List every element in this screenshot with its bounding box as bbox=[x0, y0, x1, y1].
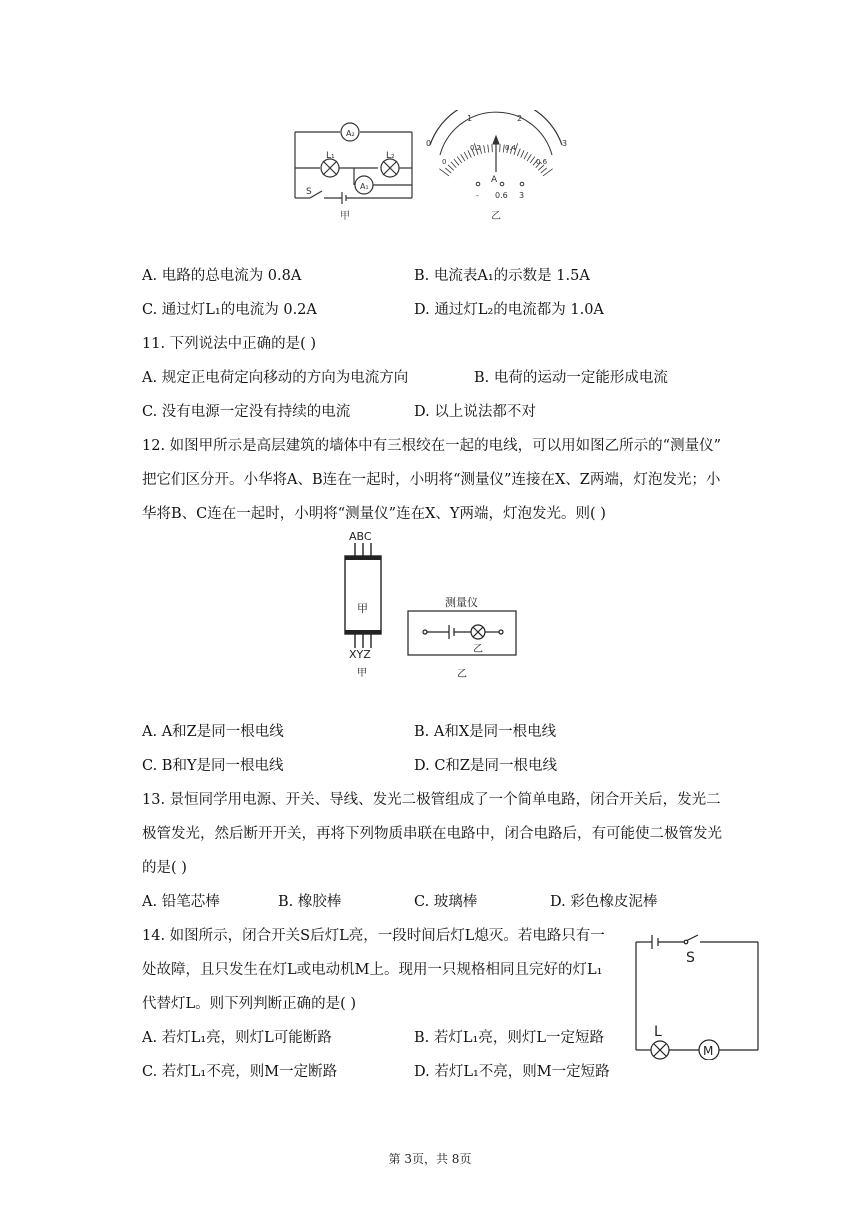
q13-option-b[interactable]: B. 橡胶棒 bbox=[278, 894, 342, 910]
q14-stem-line-3: 代替灯L。则下列判断正确的是( ) bbox=[142, 996, 357, 1012]
page-footer: 第 3页，共 8页 bbox=[388, 1152, 472, 1166]
dial-tick bbox=[461, 154, 465, 161]
jia-label: 甲 bbox=[340, 211, 350, 222]
q11-option-c[interactable]: C. 没有电源一定没有持续的电流 bbox=[142, 404, 351, 420]
q12-option-d[interactable]: D. C和Z是同一根电线 bbox=[414, 758, 557, 774]
q12-yi-label: 乙 bbox=[457, 669, 467, 680]
q12-figure bbox=[335, 528, 525, 688]
scale-top-2: 2 bbox=[517, 114, 523, 123]
a1-label: A₁ bbox=[360, 182, 369, 191]
q13-stem-line-3: 的是( ) bbox=[142, 860, 187, 876]
dial-tick bbox=[457, 157, 462, 163]
dial-tick bbox=[492, 144, 493, 152]
q14-option-a[interactable]: A. 若灯L₁亮，则灯L可能断路 bbox=[142, 1030, 332, 1046]
q14-stem-line-1: 14. 如图所示，闭合开关S后灯L亮，一段时间后灯L熄灭。若电路只有一 bbox=[142, 928, 605, 944]
q13-option-a[interactable]: A. 铅笔芯棒 bbox=[142, 894, 220, 910]
q12-stem-line-2: 把它们区分开。小华将A、B连在一起时，小明将“测量仪”连接在X、Z两端，灯泡发光；小 bbox=[142, 472, 721, 488]
scale-top-1: 1 bbox=[467, 114, 473, 123]
dial-tick bbox=[527, 154, 531, 161]
q12-stem-line-3: 华将B、C连在一起时，小明将“测量仪”连在X、Y两端，灯泡发光。则( ) bbox=[142, 506, 606, 522]
dial-tick bbox=[521, 150, 524, 157]
q12-box-label: 甲 bbox=[357, 602, 368, 615]
dial-tick bbox=[451, 162, 456, 168]
measuring-device bbox=[408, 611, 516, 655]
scale-bottom-0: 0 bbox=[442, 158, 447, 166]
q10-option-a[interactable]: A. 电路的总电流为 0.8A bbox=[142, 268, 302, 284]
scale-bottom-3: 0.6 bbox=[536, 158, 548, 166]
terminal-3: 3 bbox=[519, 191, 525, 200]
scale-top-0: 0 bbox=[426, 139, 432, 148]
q14-stem-line-2: 处故障，且只发生在灯L或电动机M上。现用一只规格相同且完好的灯L₁ bbox=[142, 962, 603, 978]
q14-option-c[interactable]: C. 若灯L₁不亮，则M一定断路 bbox=[142, 1064, 338, 1080]
q14-option-b[interactable]: B. 若灯L₁亮，则灯L一定短路 bbox=[414, 1030, 604, 1046]
yi-label: 乙 bbox=[491, 211, 501, 222]
dial-tick bbox=[464, 152, 468, 159]
q10-option-d[interactable]: D. 通过灯L₂的电流都为 1.0A bbox=[414, 302, 604, 318]
q10-option-c[interactable]: C. 通过灯L₁的电流为 0.2A bbox=[142, 302, 317, 318]
dial-tick bbox=[445, 168, 451, 173]
q11-option-d[interactable]: D. 以上说法都不对 bbox=[414, 404, 536, 420]
dial-tick bbox=[488, 145, 489, 153]
dial-tick bbox=[454, 159, 459, 165]
scale-bottom-1: 0.2 bbox=[470, 144, 482, 152]
wall-box bbox=[345, 543, 381, 648]
l2-label: L₂ bbox=[386, 151, 395, 161]
q12-option-b[interactable]: B. A和X是同一根电线 bbox=[414, 724, 557, 740]
meter-a-label: A bbox=[491, 175, 498, 185]
q11-option-b[interactable]: B. 电荷的运动一定能形成电流 bbox=[474, 370, 668, 386]
q11-stem: 11. 下列说法中正确的是( ) bbox=[142, 336, 317, 352]
q12-meter-title: 测量仪 bbox=[445, 596, 478, 609]
ammeter-dial bbox=[430, 110, 562, 176]
terminal-neg: - bbox=[476, 191, 479, 200]
a2-label: A₂ bbox=[346, 129, 355, 138]
q12-stem-line-1: 12. 如图甲所示是高层建筑的墙体中有三根绞在一起的电线，可以用如图乙所示的“测量仪” bbox=[142, 438, 721, 454]
q12-bottom-label: XYZ bbox=[349, 648, 371, 661]
q12-option-c[interactable]: C. B和Y是同一根电线 bbox=[142, 758, 284, 774]
q13-option-c[interactable]: C. 玻璃棒 bbox=[414, 894, 478, 910]
dial-tick bbox=[500, 144, 501, 152]
q10-option-b[interactable]: B. 电流表A₁的示数是 1.5A bbox=[414, 268, 590, 284]
q13-stem-line-2: 极管发光，然后断开开关，再将下列物质串联在电路中，闭合电路后，有可能使二极管发光 bbox=[142, 826, 722, 842]
q13-option-d[interactable]: D. 彩色橡皮泥棒 bbox=[550, 894, 658, 910]
q12-yi-inner: 乙 bbox=[473, 644, 483, 655]
q13-stem-line-1: 13. 景恒同学用电源、开关、导线、发光二极管组成了一个简单电路，闭合开关后，发光二 bbox=[142, 792, 721, 808]
s-label: S bbox=[306, 187, 312, 197]
dial-tick bbox=[530, 157, 535, 163]
terminal-06: 0.6 bbox=[495, 191, 508, 200]
dial-tick bbox=[517, 149, 520, 156]
q12-top-label: ABC bbox=[349, 530, 372, 543]
q14-circuit-figure bbox=[628, 930, 768, 1060]
l1-label: L₁ bbox=[326, 151, 335, 161]
q12-jia-label: 甲 bbox=[357, 668, 367, 679]
dial-tick bbox=[448, 165, 454, 170]
q12-option-a[interactable]: A. A和Z是同一根电线 bbox=[142, 724, 284, 740]
q14-option-d[interactable]: D. 若灯L₁不亮，则M一定短路 bbox=[414, 1064, 610, 1080]
q11-option-a[interactable]: A. 规定正电荷定向移动的方向为电流方向 bbox=[142, 370, 409, 386]
dial-tick bbox=[524, 152, 528, 159]
q14-s-label: S bbox=[686, 950, 695, 966]
scale-top-3: 3 bbox=[562, 139, 568, 148]
q14-m-label: M bbox=[703, 1044, 714, 1058]
dial-tick bbox=[484, 145, 485, 153]
q10-figure bbox=[290, 110, 580, 225]
dial-tick bbox=[541, 168, 547, 173]
scale-bottom-2: 0.4 bbox=[505, 144, 517, 152]
q14-l-label: L bbox=[654, 1024, 662, 1040]
